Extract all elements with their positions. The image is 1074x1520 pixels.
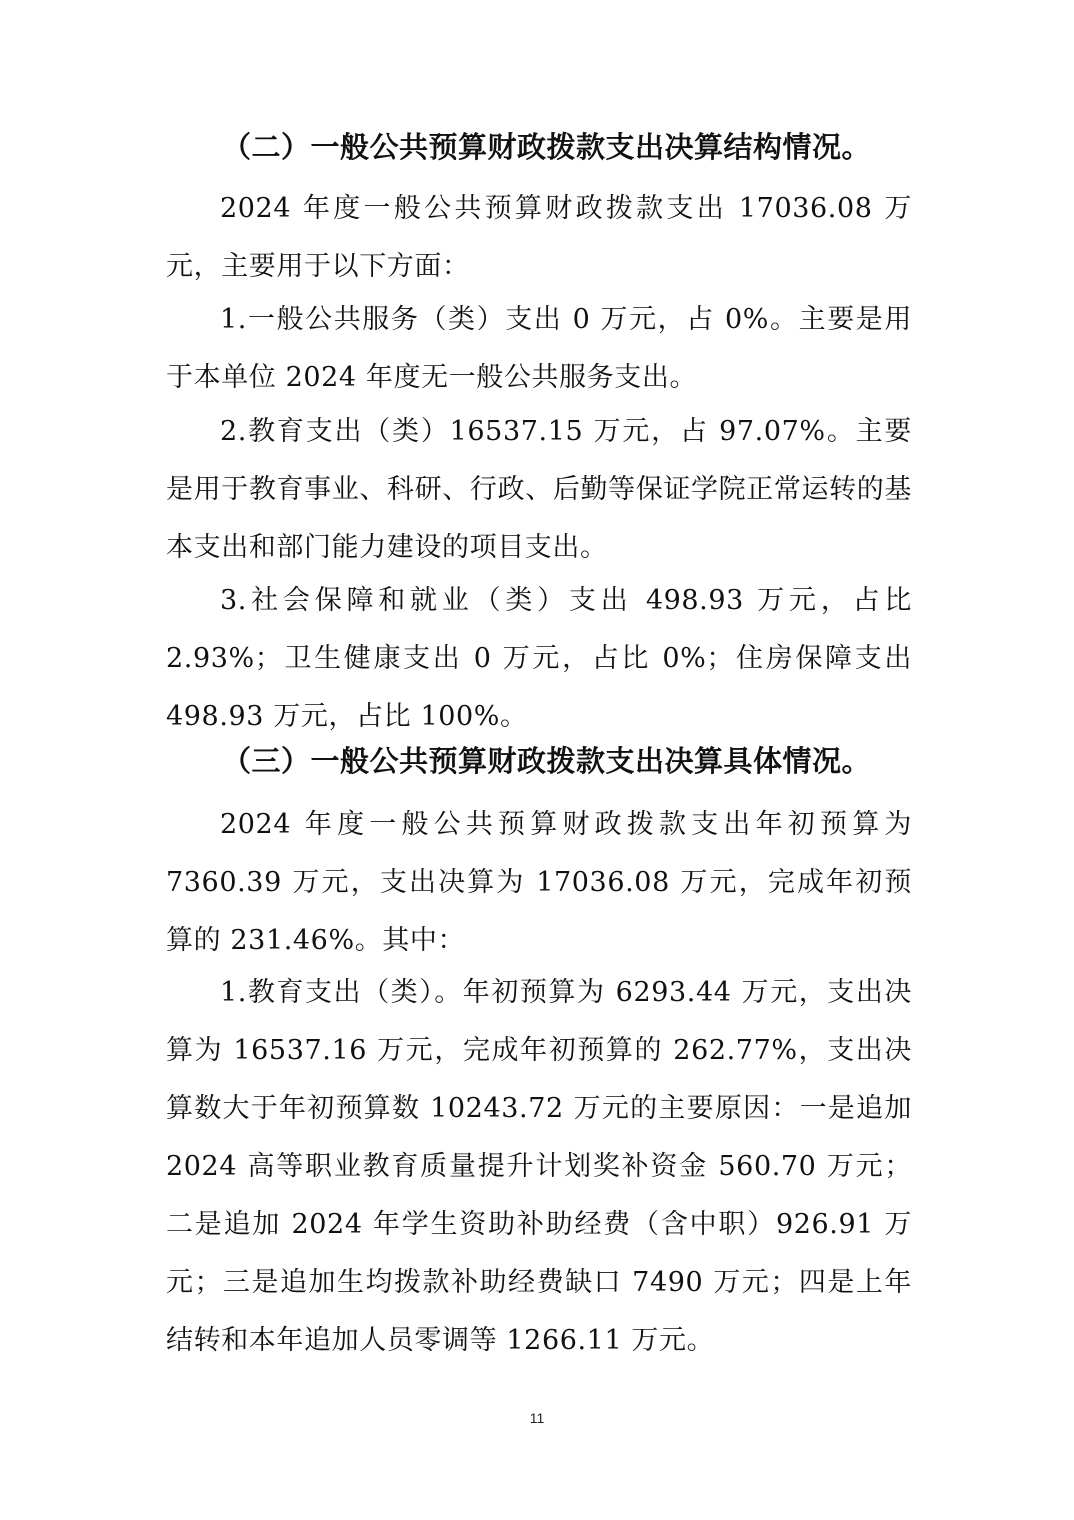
page-number: 11 — [529, 1410, 545, 1426]
section3-item1-paragraph: 1.教育支出（类）。年初预算为 6293.44 万元，支出决算为 16537.16 万元，完成年初预算的 262.77%，支出决算数大于年初预算数 10243.72 万元的主要原因：一是追加 2024 高等职业教育质量提升计划奖补资金 560.70 万元；二是追加 2024 年学生资助补助经费（含中职）926.91 万元；三是追加生均拨款补助经费缺口 7490 万元；四是上年结转和本年追加人员零调等 1266.11 万元。 — [166, 977, 912, 1356]
section3-heading: （三）一般公共预算财政拨款支出决算具体情况。 — [222, 744, 872, 778]
section2-item1-paragraph: 1.一般公共服务（类）支出 0 万元，占 0%。主要是用于本单位 2024 年度无一般公共服务支出。 — [166, 304, 912, 393]
section2-item2-paragraph: 2.教育支出（类）16537.15 万元，占 97.07%。主要是用于教育事业、科研、行政、后勤等保证学院正常运转的基本支出和部门能力建设的项目支出。 — [166, 416, 912, 563]
section2-intro-paragraph: 2024 年度一般公共预算财政拨款支出 17036.08 万元，主要用于以下方面： — [166, 193, 912, 282]
section3-intro-paragraph: 2024 年度一般公共预算财政拨款支出年初预算为 7360.39 万元，支出决算为 17036.08 万元，完成年初预算的 231.46%。其中： — [166, 809, 912, 956]
section2-item3-paragraph: 3.社会保障和就业（类）支出 498.93 万元，占比 2.93%；卫生健康支出 0 万元，占比 0%；住房保障支出 498.93 万元，占比 100%。 — [166, 585, 912, 732]
section2-heading: （二）一般公共预算财政拨款支出决算结构情况。 — [222, 130, 872, 164]
